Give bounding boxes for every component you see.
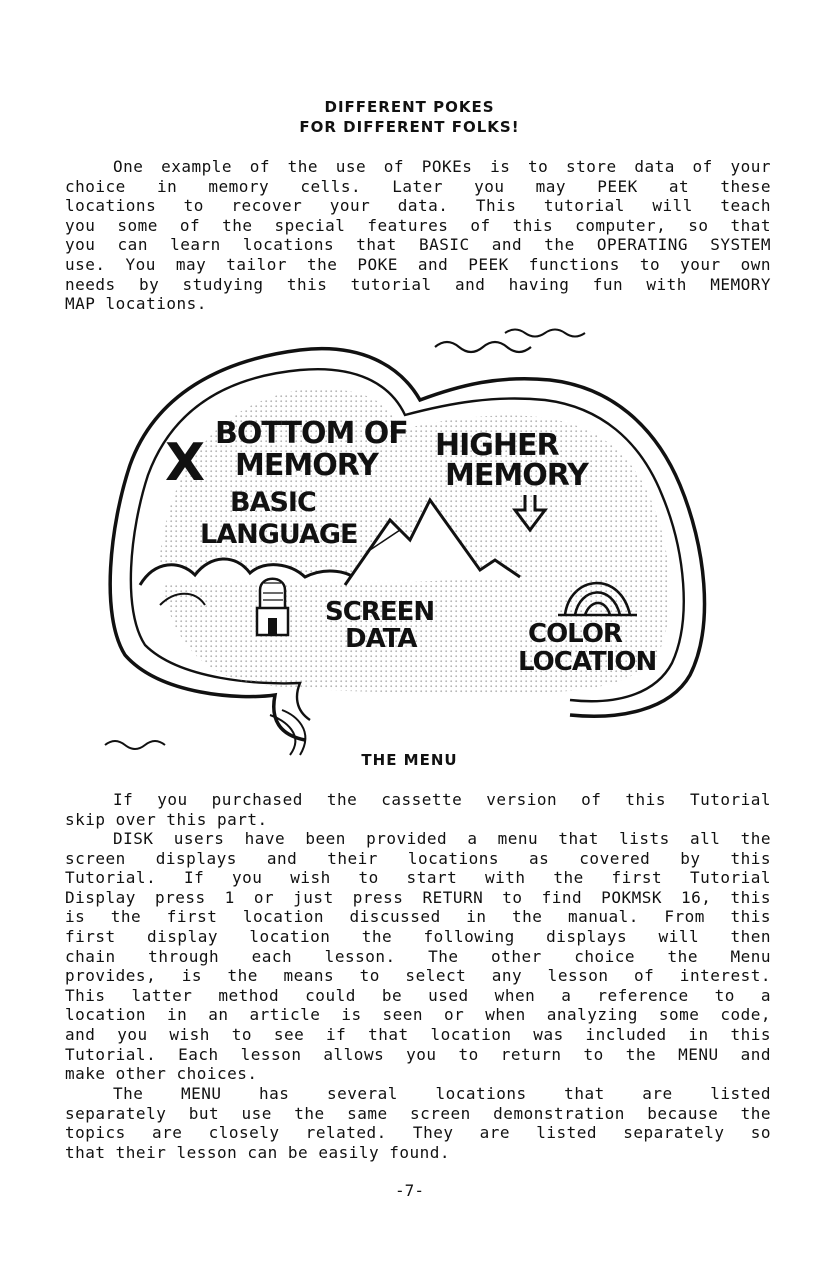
- memory-map-illustration: [100, 315, 720, 765]
- label-basic-line2: LANGUAGE: [200, 519, 358, 550]
- page-number: -7-: [395, 1181, 424, 1200]
- intro-line: you can learn locations that BASIC and the OPERATING SYSTEM: [65, 235, 771, 255]
- intro-line: One example of the use of POKEs is to store data of your: [113, 157, 771, 176]
- menu-line: that their lesson can be easily found.: [65, 1142, 451, 1162]
- intro-line: use. You may tailor the POKE and PEEK functions to your own: [65, 254, 771, 274]
- menu-line: Tutorial. If you wish to start with the first Tutorial: [65, 868, 771, 888]
- intro-line: choice in memory cells. Later you may PEEK at these: [65, 176, 771, 196]
- intro-line: locations to recover your data. This tutorial will teach: [65, 196, 771, 216]
- menu-line: If you purchased the cassette version of this Tutorial: [113, 790, 771, 809]
- label-higher-line1: HIGHER: [435, 428, 559, 463]
- menu-line: DISK users have been provided a menu that lists all the: [113, 829, 771, 848]
- page-title: [0, 97, 819, 137]
- menu-paragraph-2: [65, 829, 771, 1084]
- intro-line: needs by studying this tutorial and having fun with MEMORY: [65, 274, 771, 294]
- menu-line: Display press 1 or just press RETURN to find POKMSK 16, this: [65, 887, 771, 907]
- menu-line: This latter method could be used when a reference to a: [65, 985, 771, 1005]
- menu-line: skip over this part.: [65, 809, 268, 829]
- menu-paragraph-3: [65, 1084, 771, 1162]
- intro-line: MAP locations.: [65, 294, 207, 314]
- menu-line: Tutorial. Each lesson allows you to return to the MENU and: [65, 1044, 771, 1064]
- label-color-line1: COLOR: [528, 619, 622, 649]
- label-bottom-line2: MEMORY: [235, 448, 378, 483]
- wave-top-icon: [505, 330, 585, 337]
- hut-icon: [257, 579, 288, 635]
- menu-line: make other choices.: [65, 1064, 258, 1084]
- menu-line: chain through each lesson. The other choice the Menu: [65, 946, 771, 966]
- intro-line: you some of the special features of this computer, so that: [65, 215, 771, 235]
- label-color-line2: LOCATION: [518, 647, 657, 677]
- menu-line: The MENU has several locations that are listed: [113, 1084, 771, 1103]
- intro-paragraph: [65, 157, 771, 314]
- menu-line: location in an article is seen or when analyzing some code,: [65, 1005, 771, 1025]
- label-screen-line2: DATA: [345, 624, 417, 654]
- label-bottom-line1: BOTTOM OF: [215, 416, 408, 451]
- title-line-2: FOR DIFFERENT FOLKS!: [299, 118, 520, 136]
- label-screen-line1: SCREEN: [325, 597, 435, 627]
- wave-bottom-icon: [105, 741, 165, 749]
- label-basic-line1: BASIC: [230, 487, 316, 518]
- menu-line: screen displays and their locations as covered by this: [65, 848, 771, 868]
- menu-line: separately but use the same screen demonstration because the: [65, 1103, 771, 1123]
- menu-line: topics are closely related. They are listed separately so: [65, 1123, 771, 1143]
- menu-heading: THE MENU: [361, 751, 458, 769]
- menu-line: provides, is the means to select any lesson of interest.: [65, 966, 771, 986]
- menu-line: and you wish to see if that location was included in this: [65, 1024, 771, 1044]
- title-line-1: DIFFERENT POKES: [324, 98, 495, 116]
- label-higher-line2: MEMORY: [445, 458, 588, 493]
- menu-line: first display location the following displays will then: [65, 926, 771, 946]
- x-mark: X: [165, 433, 205, 493]
- menu-paragraph-1: [65, 790, 771, 829]
- wave-top-icon: [435, 342, 531, 352]
- menu-line: is the first location discussed in the manual. From this: [65, 907, 771, 927]
